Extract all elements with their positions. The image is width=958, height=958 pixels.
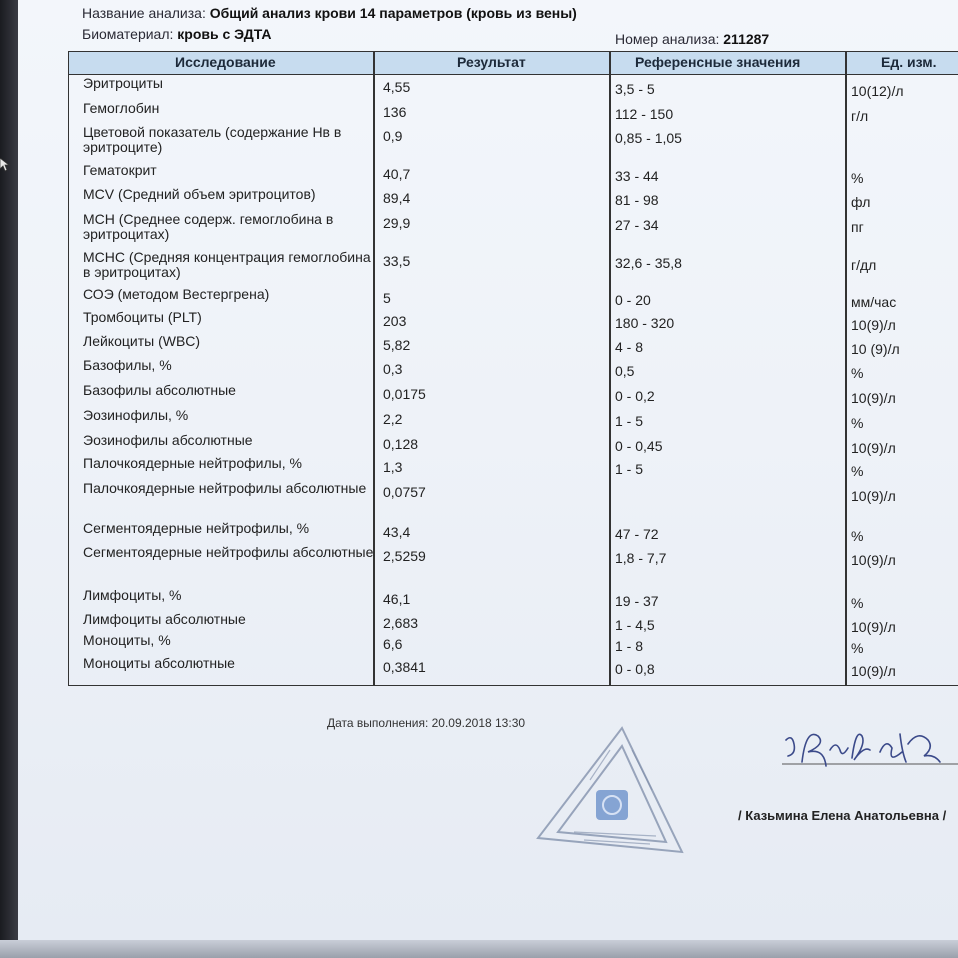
- row-result: 0,0757: [383, 484, 426, 500]
- row-result: 2,5259: [383, 548, 426, 564]
- row-reference: 112 - 150: [615, 106, 674, 122]
- table-row: [69, 519, 958, 543]
- table-row: [69, 654, 958, 685]
- row-study-name: МСНС (Средняя концентрация гемоглобина в эритроцитах): [83, 249, 371, 280]
- row-reference: 1 - 5: [615, 461, 644, 477]
- analysis-number-value: 211287: [723, 31, 770, 47]
- row-unit: %: [851, 640, 864, 656]
- row-result: 203: [383, 313, 407, 329]
- row-unit: 10(9)/л: [851, 663, 896, 679]
- table-row: [69, 479, 958, 519]
- row-study-name: Тромбоциты (PLT): [83, 309, 202, 325]
- row-unit: 10(9)/л: [851, 552, 896, 568]
- row-study-name: Моноциты абсолютные: [83, 655, 235, 671]
- analysis-number-label: Номер анализа:: [615, 31, 720, 47]
- column-header-reference: Референсные значения: [635, 54, 801, 70]
- row-result: 1,3: [383, 459, 403, 475]
- column-header-result: Результат: [457, 54, 526, 70]
- row-unit: 10(9)/л: [851, 440, 896, 456]
- row-reference: 32,6 - 35,8: [615, 255, 682, 271]
- row-result: 89,4: [383, 190, 411, 206]
- analysis-number-line: [615, 31, 769, 47]
- monitor-bezel-left: [0, 0, 18, 958]
- row-result: 0,3841: [383, 659, 426, 675]
- row-study-name: Гематокрит: [83, 162, 157, 178]
- row-study-name: Базофилы абсолютные: [83, 382, 236, 398]
- row-unit: 10(9)/л: [851, 390, 896, 406]
- table-row: [69, 185, 958, 210]
- column-header-unit: Ед. изм.: [881, 54, 937, 70]
- row-study-name: Лейкоциты (WBC): [83, 333, 201, 349]
- table-row: [69, 454, 958, 479]
- row-result: 0,128: [383, 436, 419, 452]
- row-unit: %: [851, 170, 864, 186]
- table-row: [69, 610, 958, 635]
- table-row: [69, 74, 958, 99]
- row-result: 2,2: [383, 411, 403, 427]
- table-row: [69, 161, 958, 185]
- table-row: [69, 332, 958, 356]
- row-result: 0,9: [383, 128, 403, 144]
- row-study-name: Палочкоядерные нейтрофилы абсолютные: [83, 480, 367, 496]
- row-unit: мм/час: [851, 294, 897, 310]
- row-result: 43,4: [383, 524, 411, 540]
- row-reference: 0 - 0,2: [615, 388, 655, 404]
- row-unit: пг: [851, 219, 864, 235]
- row-reference: 1 - 5: [615, 413, 644, 429]
- table-row: [69, 431, 958, 454]
- row-unit: 10(9)/л: [851, 317, 896, 333]
- row-reference: 4 - 8: [615, 339, 644, 355]
- monitor-bezel-bottom: [0, 940, 958, 958]
- table-header-row: [69, 52, 958, 75]
- row-study-name: Базофилы, %: [83, 357, 172, 373]
- row-reference: 0 - 0,8: [615, 661, 655, 677]
- row-reference: 0 - 20: [615, 292, 651, 308]
- table-row: [69, 99, 958, 123]
- row-study-name: MCV (Средний объем эритроцитов): [83, 186, 316, 202]
- row-unit: 10(12)/л: [851, 83, 904, 99]
- row-unit: %: [851, 463, 864, 479]
- row-unit: %: [851, 528, 864, 544]
- row-reference: 0,85 - 1,05: [615, 130, 682, 146]
- row-unit: %: [851, 595, 864, 611]
- table-row: [69, 586, 958, 610]
- row-reference: 33 - 44: [615, 168, 659, 184]
- completion-date: Дата выполнения: 20.09.2018 13:30: [327, 716, 526, 730]
- row-result: 5: [383, 290, 391, 306]
- row-result: 29,9: [383, 215, 411, 231]
- row-unit: фл: [851, 194, 871, 210]
- row-result: 40,7: [383, 166, 411, 182]
- row-reference: 3,5 - 5: [615, 81, 655, 97]
- row-result: 4,55: [383, 79, 411, 95]
- table-row: [69, 406, 958, 431]
- row-study-name: Эритроциты: [83, 75, 163, 91]
- column-header-study: Исследование: [175, 54, 276, 70]
- row-result: 6,6: [383, 636, 403, 652]
- row-result: 2,683: [383, 615, 419, 631]
- row-result: 0,0175: [383, 386, 426, 402]
- row-study-name: Сегментоядерные нейтрофилы абсолютные: [83, 544, 374, 560]
- row-reference: 180 - 320: [615, 315, 675, 331]
- biomaterial-line: [82, 26, 272, 42]
- row-study-name: Палочкоядерные нейтрофилы, %: [83, 455, 302, 471]
- table-row: [69, 248, 958, 285]
- row-study-name: Лимфоциты, %: [83, 587, 182, 603]
- row-reference: 1 - 8: [615, 638, 644, 654]
- table-row: [69, 210, 958, 248]
- row-reference: 19 - 37: [615, 593, 659, 609]
- signature-icon: [772, 722, 958, 792]
- table-row: [69, 308, 958, 332]
- row-study-name: Лимфоциты абсолютные: [83, 611, 246, 627]
- row-reference: 1 - 4,5: [615, 617, 655, 633]
- mouse-cursor-icon: [0, 158, 10, 172]
- results-table: [68, 51, 958, 686]
- row-study-name: Эозинофилы, %: [83, 407, 189, 423]
- row-study-name: МСН (Среднее содерж. гемоглобина в эритроцитах): [83, 211, 334, 242]
- test-name-value: Общий анализ крови 14 параметров (кровь из вены): [209, 5, 577, 21]
- row-unit: 10(9)/л: [851, 619, 896, 635]
- row-study-name: Моноциты, %: [83, 632, 171, 648]
- test-name-line: [82, 5, 577, 21]
- signer-name: / Казьмина Елена Анатольевна /: [738, 808, 947, 823]
- row-reference: 47 - 72: [615, 526, 659, 542]
- row-unit: 10(9)/л: [851, 488, 896, 504]
- triangle-stamp-icon: [530, 720, 690, 860]
- row-result: 5,82: [383, 337, 411, 353]
- row-study-name: Гемоглобин: [83, 100, 160, 116]
- row-reference: 0,5: [615, 363, 635, 379]
- row-study-name: Цветовой показатель (содержание Нв в эритроците): [83, 124, 342, 155]
- row-study-name: СОЭ (методом Вестергрена): [83, 286, 270, 302]
- table-row: [69, 543, 958, 586]
- row-reference: 1,8 - 7,7: [615, 550, 667, 566]
- row-study-name: Сегментоядерные нейтрофилы, %: [83, 520, 310, 536]
- row-unit: %: [851, 415, 864, 431]
- table-row: [69, 356, 958, 381]
- row-unit: %: [851, 365, 864, 381]
- table-row: [69, 123, 958, 161]
- row-result: 0,3: [383, 361, 403, 377]
- table-row: [69, 285, 958, 308]
- row-reference: 0 - 0,45: [615, 438, 663, 454]
- row-reference: 27 - 34: [615, 217, 659, 233]
- row-reference: 81 - 98: [615, 192, 659, 208]
- test-name-label: Название анализа:: [82, 5, 206, 21]
- row-result: 136: [383, 104, 407, 120]
- row-unit: 10 (9)/л: [851, 341, 900, 357]
- biomaterial-label: Биоматериал:: [82, 26, 174, 42]
- row-study-name: Эозинофилы абсолютные: [83, 432, 253, 448]
- biomaterial-value: кровь с ЭДТА: [177, 26, 272, 42]
- row-unit: г/л: [851, 108, 869, 124]
- row-result: 46,1: [383, 591, 411, 607]
- row-result: 33,5: [383, 253, 411, 269]
- table-row: [69, 381, 958, 406]
- row-unit: г/дл: [851, 257, 877, 273]
- table-row: [69, 631, 958, 654]
